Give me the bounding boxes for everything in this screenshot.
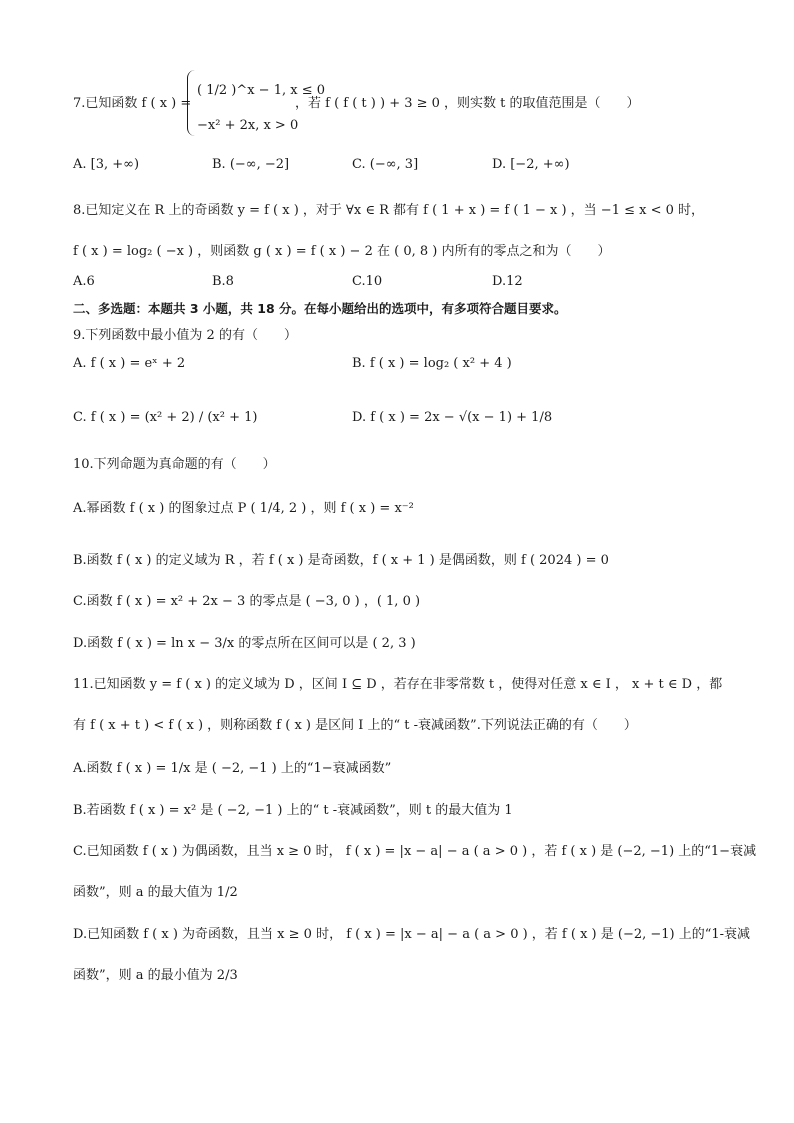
q8-option-b: B.8 (212, 274, 234, 289)
q11-stem-line1: 11.已知函数 y = f ( x ) 的定义域为 D ，区间 I ⊆ D ，若存在非零常数 t ，使得对任意 x ∈ I ， x + t ∈ D ，都 (73, 677, 723, 692)
q10-option-d: D.函数 f ( x ) = ln x − 3/x 的零点所在区间可以是 ( 2, 3 ) (73, 636, 416, 651)
q7-case1: ( 1/2 )^x − 1, x ≤ 0 (197, 83, 326, 98)
q8-option-c: C.10 (352, 274, 383, 289)
q8-stem-line2: f ( x ) = log₂ ( −x ) ，则函数 g ( x ) = f ( x ) − 2 在 ( 0, 8 ) 内所有的零点之和为（ ） (73, 244, 611, 259)
q8-option-a: A.6 (73, 274, 95, 289)
q11-option-b: B.若函数 f ( x ) = x² 是 ( −2, −1 ) 上的“ t -衰减函数”，则 t 的最大值为 1 (73, 803, 513, 818)
q10-option-b: B.函数 f ( x ) 的定义域为 R ，若 f ( x ) 是奇函数，f ( x + 1 ) 是偶函数，则 f ( 2024 ) = 0 (73, 553, 609, 568)
q11-option-a: A.函数 f ( x ) = 1/x 是 ( −2, −1 ) 上的“1−衰减函数” (73, 761, 392, 776)
q7-condition: ，若 f ( f ( t ) ) + 3 ≥ 0 ，则实数 t 的取值范围是（ ） (295, 96, 640, 111)
q7-prefix (73, 92, 191, 111)
q7-case2: −x² + 2x, x > 0 (197, 118, 299, 133)
q10-option-a: A.幂函数 f ( x ) 的图象过点 P ( 1/4, 2 ) ，则 f ( x ) = x⁻² (73, 501, 414, 516)
q10-stem: 10.下列命题为真命题的有（ ） (73, 457, 276, 472)
q11-stem-line2: 有 f ( x + t ) < f ( x ) ，则称函数 f ( x ) 是区间 I 上的“ t -衰减函数”.下列说法正确的有（ ） (73, 718, 637, 733)
q10-option-c: C.函数 f ( x ) = x² + 2x − 3 的零点是 ( −3, 0 ) ，( 1, 0 ) (73, 594, 421, 609)
q11-option-c-line2: 函数”，则 a 的最大值为 1/2 (73, 885, 238, 900)
q7-fx: f ( x ) = (141, 96, 192, 111)
q9-option-d: D. f ( x ) = 2x − √(x − 1) + 1/8 (352, 410, 553, 425)
q9-option-c: C. f ( x ) = (x² + 2) / (x² + 1) (73, 410, 258, 425)
q7-option-c: C. (−∞, 3] (352, 157, 419, 172)
section2-heading: 二、多选题：本题共 3 小题，共 18 分。在每小题给出的选项中，有多项符合题目要求。 (73, 301, 567, 316)
q11-option-d-line1: D.已知函数 f ( x ) 为奇函数，且当 x ≥ 0 时， f ( x ) = |x − a| − a ( a > 0 ) ，若 f ( x ) 是 (−2, −1) 上的“1-衰减 (73, 927, 751, 942)
q7-option-a: A. [3, +∞) (73, 157, 140, 172)
q9-option-a: A. f ( x ) = eˣ + 2 (73, 356, 186, 371)
q7-piecewise-brace (187, 70, 196, 136)
q7-option-d: D. [−2, +∞) (492, 157, 570, 172)
q11-option-c-line1: C.已知函数 f ( x ) 为偶函数，且当 x ≥ 0 时， f ( x ) = |x − a| − a ( a > 0 ) ，若 f ( x ) 是 (−2, −1) 上的“1−衰减 (73, 844, 757, 859)
q7-prefix-text: 7.已知函数 (73, 96, 138, 111)
q9-option-b: B. f ( x ) = log₂ ( x² + 4 ) (352, 356, 512, 371)
q8-stem-line1: 8.已知定义在 R 上的奇函数 y = f ( x ) ，对于 ∀x ∈ R 都有 f ( 1 + x ) = f ( 1 − x ) ，当 −1 ≤ x < 0 时， (73, 203, 705, 218)
q11-option-d-line2: 函数”，则 a 的最小值为 2/3 (73, 968, 238, 983)
q9-stem: 9.下列函数中最小值为 2 的有（ ） (73, 328, 297, 343)
q7-option-b: B. (−∞, −2] (212, 157, 290, 172)
q8-option-d: D.12 (492, 274, 523, 289)
